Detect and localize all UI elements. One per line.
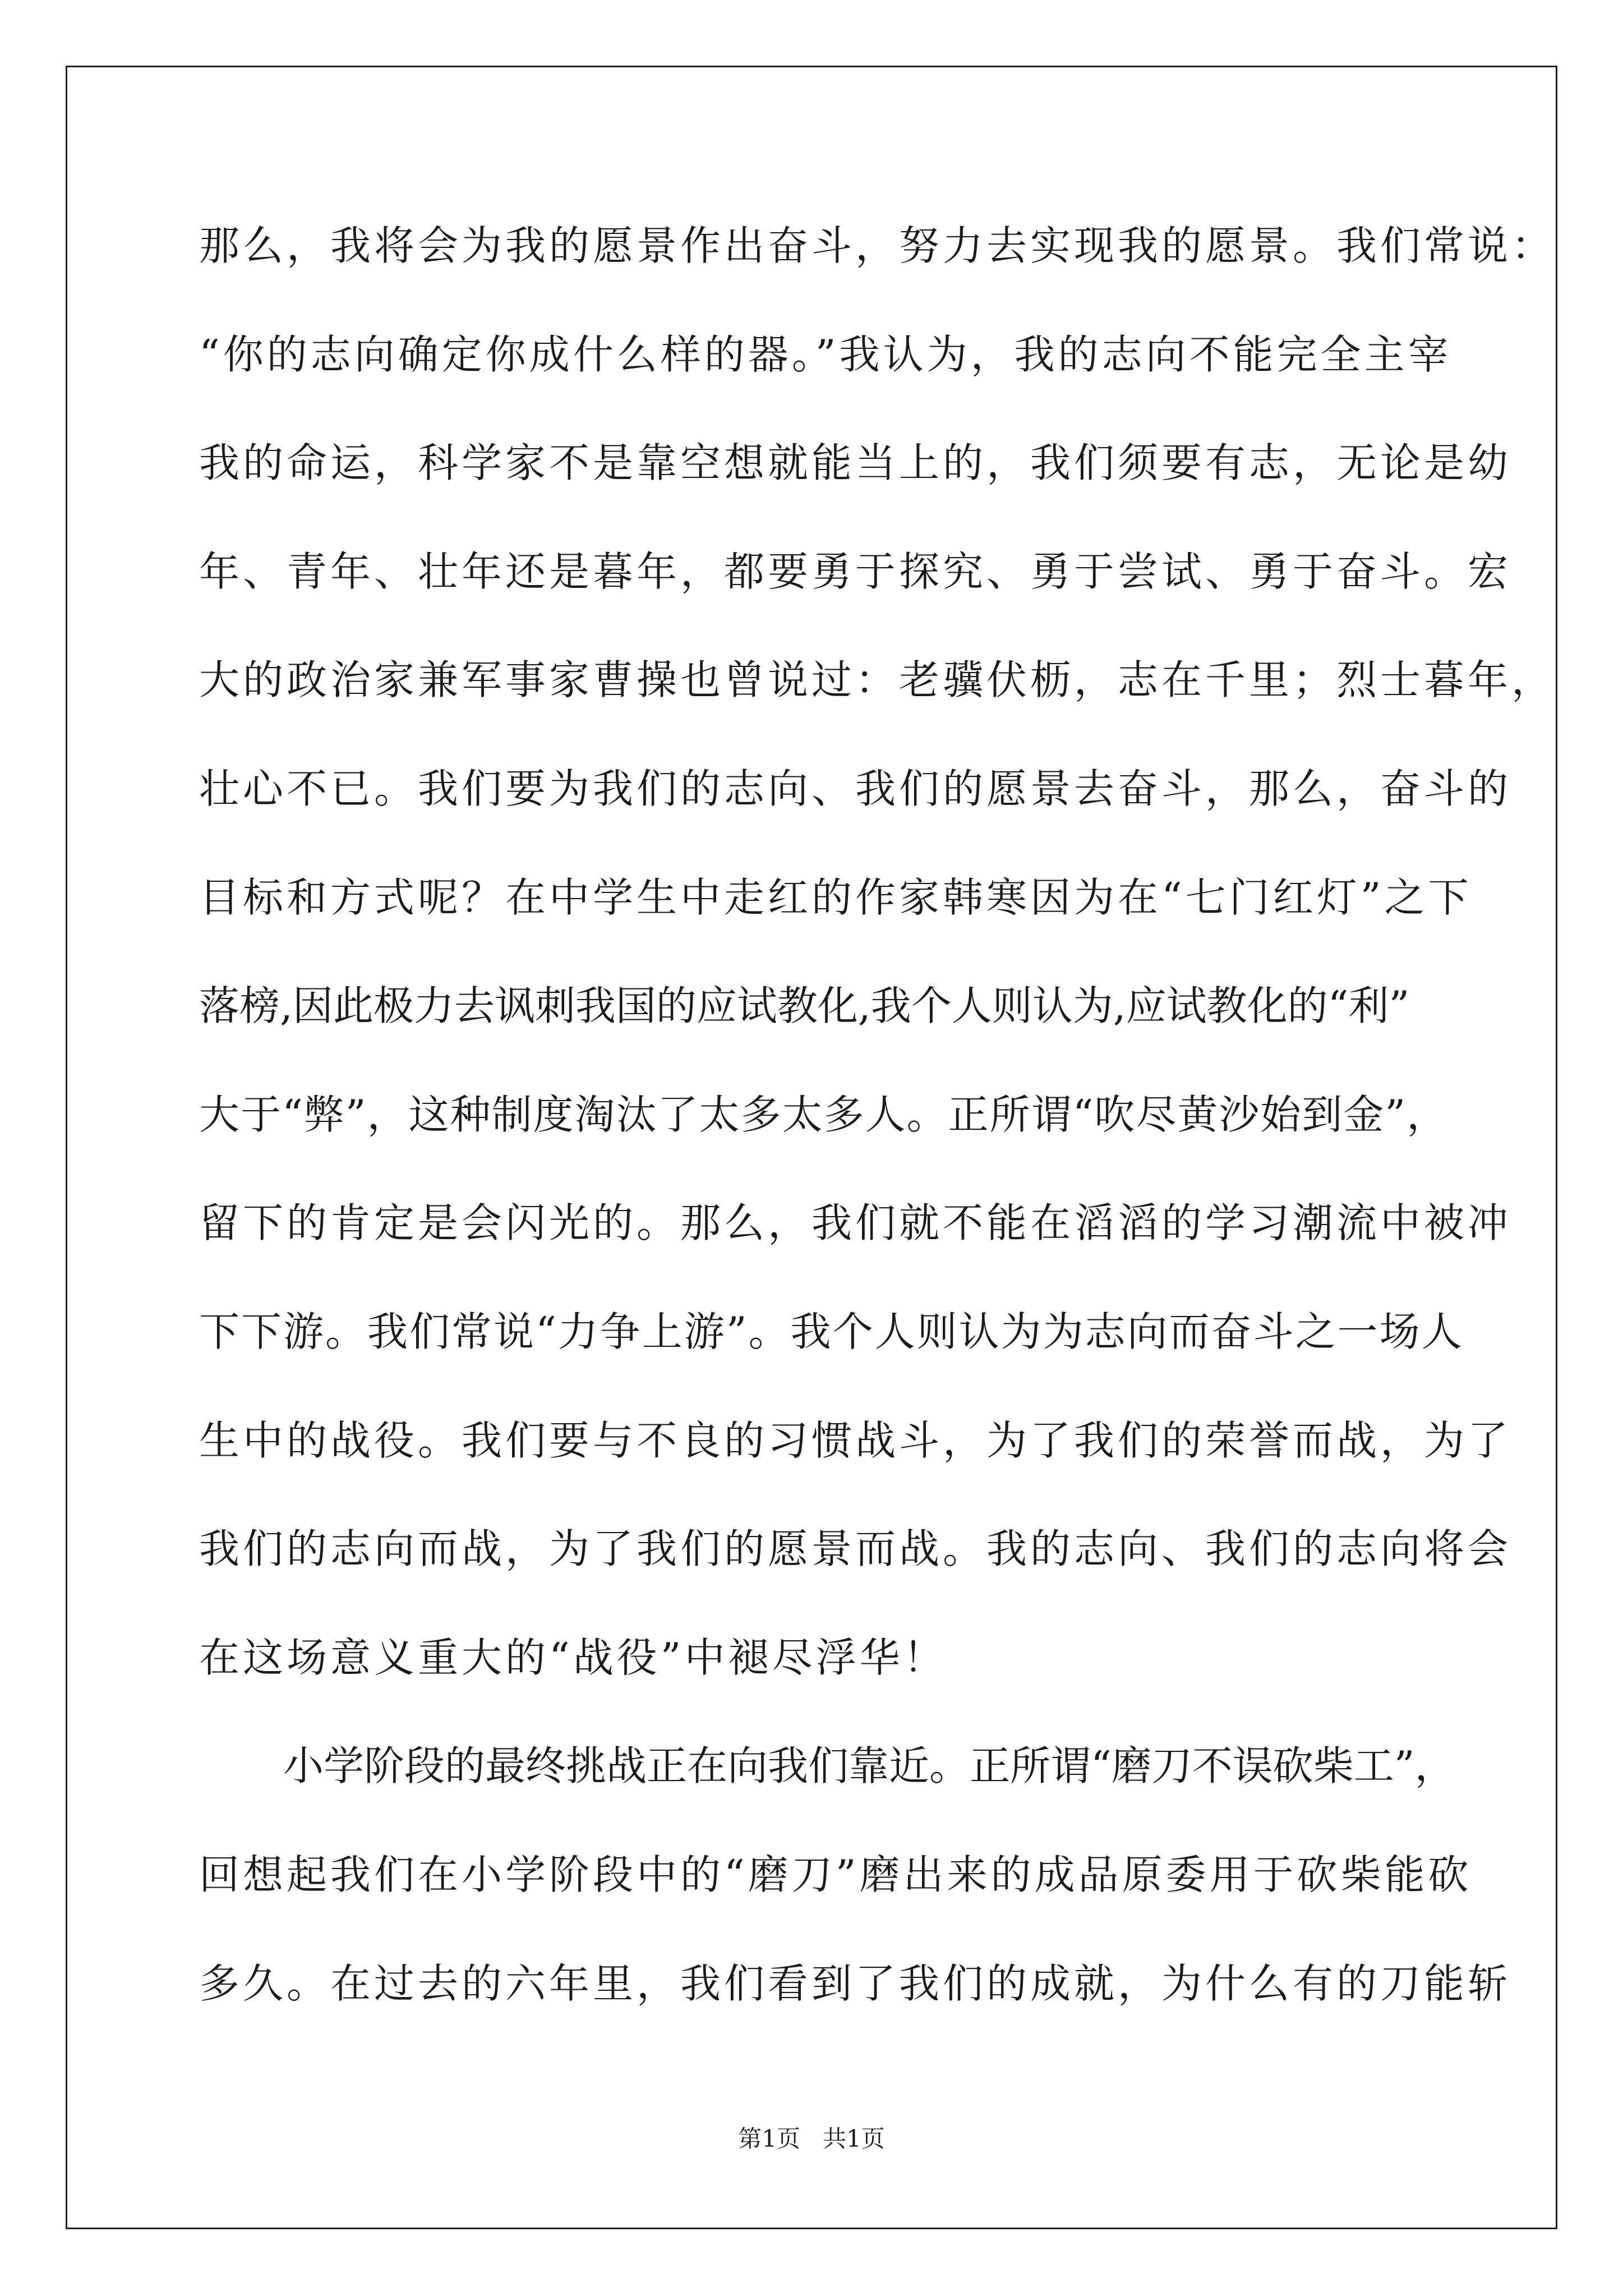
text-line: 多久。在过去的六年里，我们看到了我们的成就，为什么有的刀能斩 — [199, 1959, 1512, 2007]
text-line: 我们的志向而战，为了我们的愿景而战。我的志向、我们的志向将会 — [199, 1525, 1512, 1573]
text-line: 大于“弊”，这种制度淘汰了太多太多人。正所谓“吹尽黄沙始到金”， — [199, 1091, 1449, 1138]
text-line: 我的命运，科学家不是靠空想就能当上的，我们须要有志，无论是幼 — [199, 439, 1512, 487]
page-footer: 第1页 共1页 — [738, 2125, 885, 2152]
text-line: 留下的肯定是会闪光的。那么，我们就不能在滔滔的学习潮流中被冲 — [199, 1199, 1512, 1247]
document-body — [199, 222, 1556, 2068]
text-line: 生中的战役。我们要与不良的习惯战斗，为了我们的荣誉而战，为了 — [199, 1416, 1512, 1464]
text-line: 回想起我们在小学阶段中的“磨刀”磨出来的成品原委用于砍柴能砍 — [199, 1851, 1472, 1898]
text-line: 年、青年、壮年还是暮年，都要勇于探究、勇于尝试、勇于奋斗。宏 — [199, 547, 1512, 595]
paragraph-indented-line: 小学阶段的最终挑战正在向我们靠近。正所谓“磨刀不误砍柴工”， — [283, 1742, 1455, 1790]
text-line: 那么，我将会为我的愿景作出奋斗，努力去实现我的愿景。我们常说： — [199, 222, 1556, 269]
text-line: “你的志向确定你成什么样的器。”我认为，我的志向不能完全主宰 — [199, 330, 1452, 378]
text-line: 在这场意义重大的“战役”中褪尽浮华！ — [199, 1634, 947, 1681]
text-line: 落榜,因此极力去讽刺我国的应试教化,我个人则认为,应试教化的“利” — [199, 982, 1410, 1030]
text-line: 壮心不已。我们要为我们的志向、我们的愿景去奋斗，那么，奋斗的 — [199, 765, 1512, 812]
text-line: 下下游。我们常说“力争上游”。我个人则认为为志向而奋斗之一场人 — [199, 1308, 1464, 1355]
text-line: 大的政治家兼军事家曹操也曾说过：老骥伏枥，志在千里；烈士暮年， — [199, 656, 1556, 704]
text-line: 目标和方式呢？在中学生中走红的作家韩寒因为在“七门红灯”之下 — [199, 873, 1472, 921]
